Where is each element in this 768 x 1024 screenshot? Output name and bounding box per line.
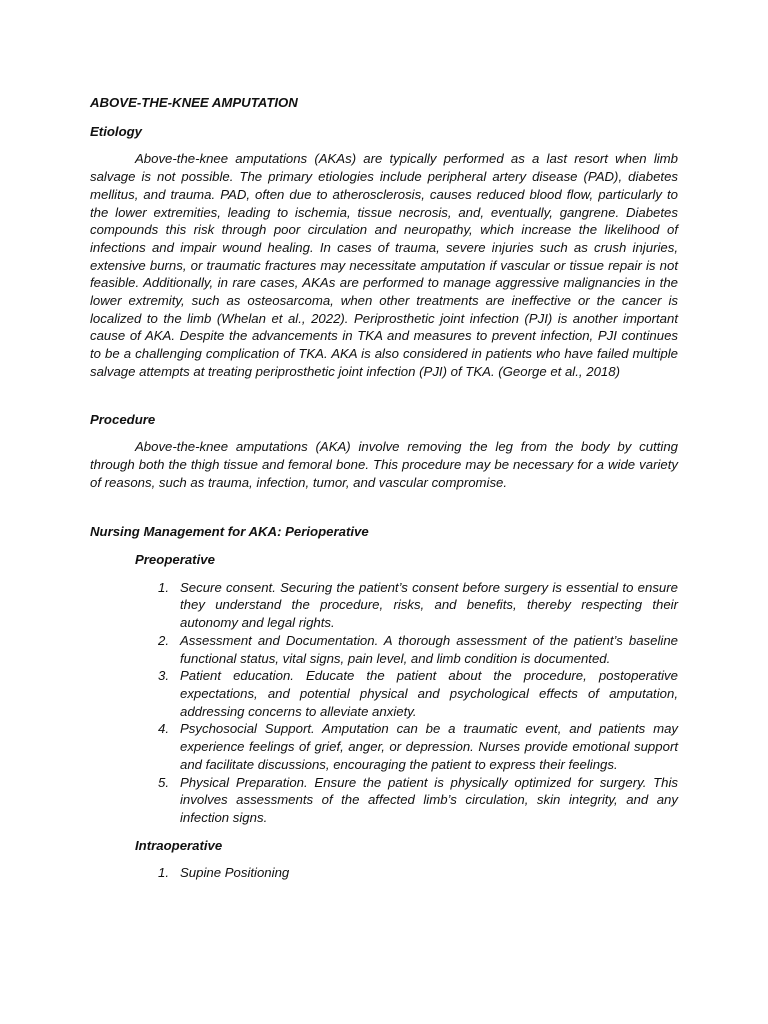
etiology-paragraph: Above-the-knee amputations (AKAs) are typically performed as a last resort when limb salvage is not possible. The primary etiologies include peripheral artery disease (PAD), diabetes mellitus, and trauma. PAD, often due to atherosclerosis, causes reduced blood flow, particularly to the lower extremities, leading to ischemia, tissue necrosis, and, eventually, gangrene. Diabetes compounds this risk through poor circulation and neuropathy, which increase the likelihood of infections and impair wound healing. In cases of trauma, severe injuries such as crush injuries, extensive burns, or traumatic fractures may necessitate amputation if vascular or tissue repair is not feasible. Additionally, in rare cases, AKAs are performed to manage aggressive malignancies in the lower extremity, such as osteosarcoma, when other treatments are ineffective or the cancer is localized to the limb (Whelan et al., 2022). Periprosthetic joint infection (PJI) is another important cause of AKA. Despite the advancements in TKA and measures to prevent infection, PJI continues to be a challenging complication of TKA. AKA is also considered in patients who have failed multiple salvage attempts at treating periprosthetic joint infection (PJI) of TKA. (George et al., 2018)	[90, 151, 678, 379]
preoperative-list	[90, 579, 678, 827]
list-item-number: 5.	[158, 774, 169, 790]
list-item-text: Secure consent. Securing the patient’s consent before surgery is essential to ensure they understand the procedure, risks, and benefits, thereby respecting their autonomy and legal rights.	[180, 579, 678, 631]
etiology-heading: Etiology	[90, 123, 143, 139]
list-item-text: Physical Preparation. Ensure the patient is physically optimized for surgery. This involves assessments of the affected limb’s circulation, skin integrity, and any infection signs.	[180, 774, 678, 825]
list-item	[158, 632, 678, 667]
list-item-text: Supine Positioning	[180, 865, 290, 881]
document-title: ABOVE-THE-KNEE AMPUTATION	[90, 95, 298, 110]
list-item-number: 1.	[158, 579, 169, 595]
list-item	[158, 667, 678, 720]
list-item-number: 2.	[158, 632, 169, 648]
list-item	[158, 864, 678, 882]
procedure-heading: Procedure	[90, 411, 156, 427]
list-item-text: Patient education. Educate the patient about the procedure, postoperative expectations, and potential physical and psychological effects of amputation, addressing concerns to alleviate anxiety.	[180, 668, 678, 719]
list-item	[158, 579, 678, 632]
list-item	[158, 720, 678, 773]
nursing-management-heading: Nursing Management for AKA: Perioperative	[90, 524, 369, 540]
list-item-text: Psychosocial Support. Amputation can be a traumatic event, and patients may experience feelings of grief, anger, or depression. Nurses provide emotional support and facilitate discussions, encouraging the patient to express their feelings.	[180, 721, 678, 772]
list-item-number: 4.	[158, 721, 169, 737]
preoperative-heading: Preoperative	[135, 552, 215, 568]
intraoperative-heading: Intraoperative	[135, 837, 223, 853]
list-item	[158, 774, 678, 827]
list-item-text: Assessment and Documentation. A thorough assessment of the patient’s baseline functional status, vital signs, pain level, and limb condition is documented.	[180, 632, 678, 666]
procedure-paragraph: Above-the-knee amputations (AKA) involve removing the leg from the body by cutting through both the thigh tissue and femoral bone. This procedure may be necessary for a wide variety of reasons, such as trauma, infection, tumor, and vascular compromise.	[90, 439, 678, 490]
list-item-number: 1.	[158, 865, 169, 881]
list-item-number: 3.	[158, 668, 169, 684]
intraoperative-list	[90, 864, 678, 882]
